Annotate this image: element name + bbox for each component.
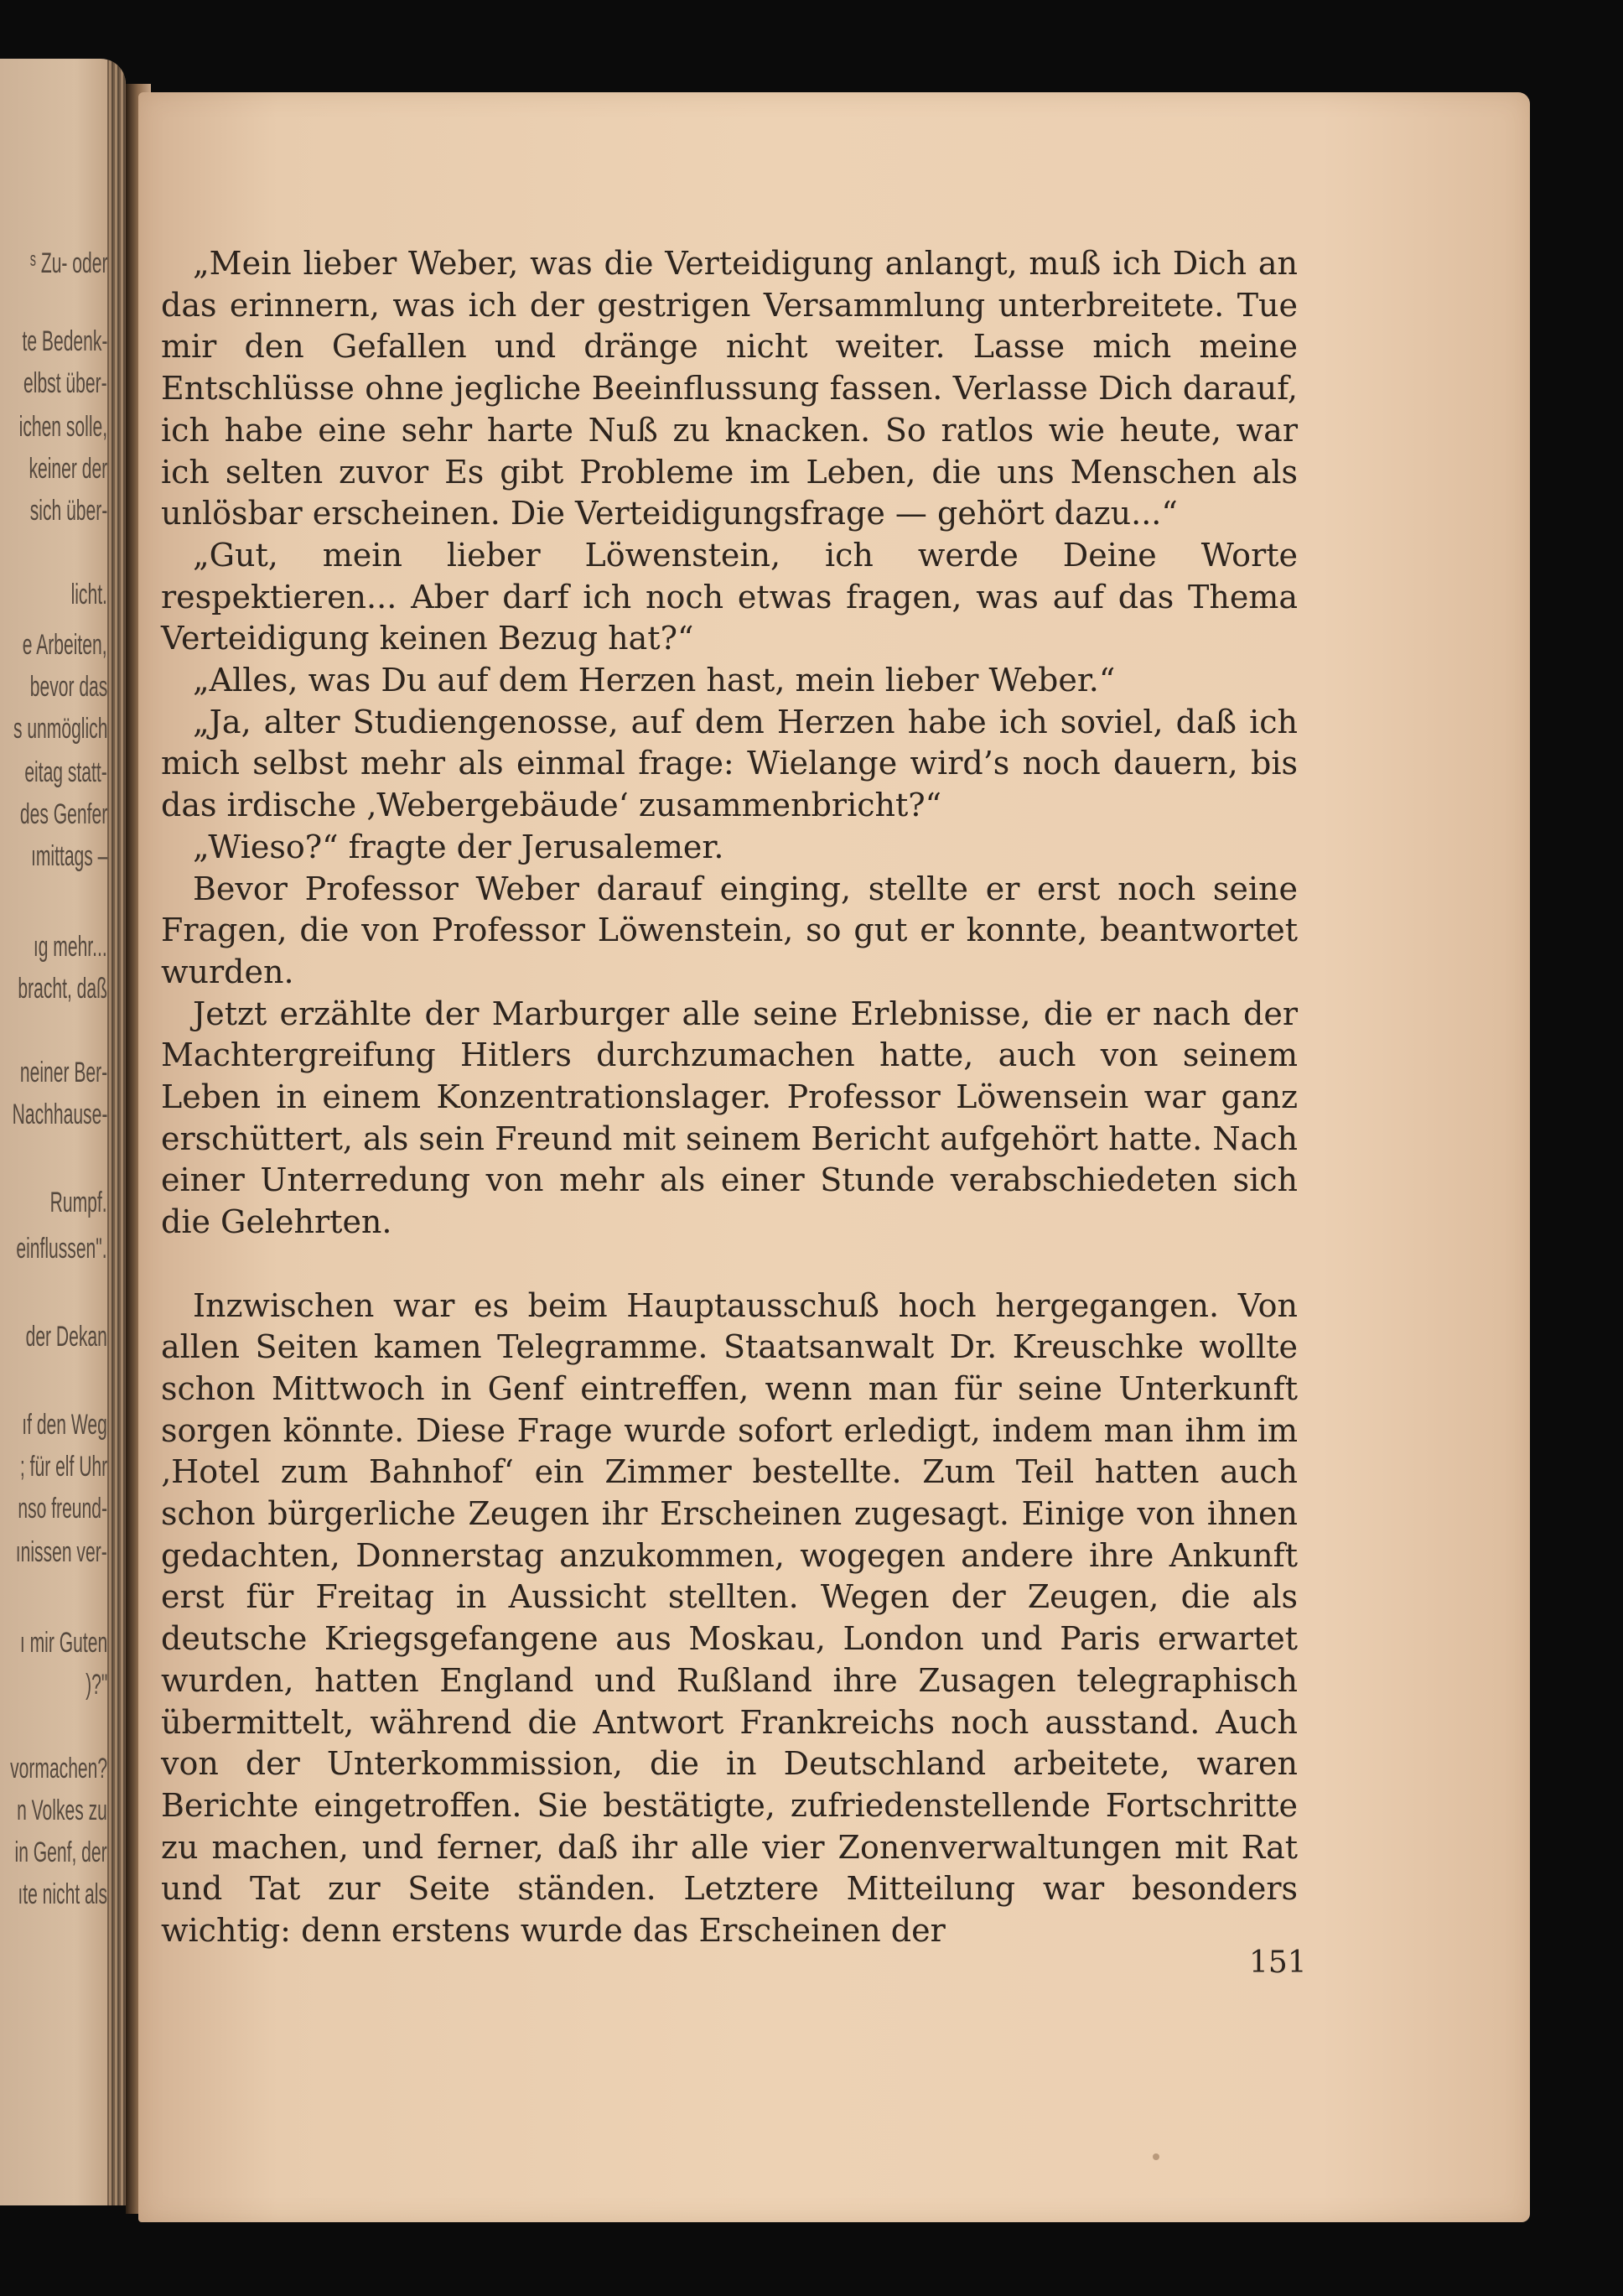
left-page-fragment: bevor das	[29, 671, 107, 703]
left-page-fragment: Nachhause-	[12, 1099, 107, 1130]
left-page-fragment: )?"	[85, 1669, 107, 1701]
left-page-fragment: e Arbeiten,	[23, 629, 107, 661]
left-page-fragment: ˢ Zu- oder	[29, 247, 107, 279]
left-page-fragment: einflussen".	[16, 1233, 107, 1265]
left-page-fragment: sich über-	[29, 495, 107, 527]
left-page-fragment: des Genfer	[19, 798, 107, 830]
left-page-fragment: ıf den Weg	[22, 1409, 107, 1441]
left-page-fragment: Rumpf.	[50, 1187, 107, 1218]
left-page-fragment: licht.	[70, 579, 107, 610]
left-page-fragment: ıte nicht als	[18, 1878, 107, 1910]
page-number: 151	[1249, 1945, 1307, 1980]
paragraph: „Ja, alter Studiengenosse, auf dem Herzen habe ich soviel, daß ich mich selbst mehr als einmal frage: Wielange wird’s noch dauern, bis das irdische ‚Webergebäude‘ zusammenbricht?“	[161, 703, 1298, 824]
paragraph: „Wieso?“ fragte der Jerusalemer.	[193, 828, 724, 865]
body-text	[161, 243, 1298, 1952]
left-page-fragment: der Dekan	[25, 1321, 107, 1353]
left-page-fragment: neiner Ber-	[19, 1057, 107, 1088]
left-page-fragment: eitag statt-	[24, 756, 107, 788]
paragraph: Bevor Professor Weber darauf einging, stellte er erst noch seine Fragen, die von Professor Löwenstein, so gut er konnte, beantwortet wurden.	[161, 870, 1298, 990]
left-page-fragment: te Bedenk-	[22, 325, 107, 357]
left-page-fragment: s unmöglich	[13, 713, 107, 745]
left-page-fragment: nso freund-	[18, 1493, 107, 1525]
paragraph: Inzwischen war es beim Hauptausschuß hoch hergegangen. Von allen Seiten kamen Telegramme. Staatsanwalt Dr. Kreuschke wollte schon Mittwoch in Genf eintreffen, wenn man für seine Unterkunft sorgen könnte. Diese Frage wurde sofort erledigt, indem man ihm im ‚Hotel zum Bahnhof‘ ein Zimmer bestellte. Zum Teil hatten auch schon bürgerliche Zeugen ihr Erscheinen zugesagt. Einige von ihnen gedachten, Donnerstag anzukommen, wogegen andere ihre Ankunft erst für Freitag in Aussicht stellten. Wegen der Zeugen, die als deutsche Kriegsgefangene aus Moskau, London und Paris erwartet wurden, hatten England und Rußland ihre Zusagen telegraphisch übermittelt, während die Antwort Frankreichs noch ausstand. Auch von der Unterkommission, die in Deutschland arbeitete, waren Berichte eingetroffen. Sie bestätigte, zufriedenstellende Fortschritte zu machen, und ferner, daß ihr alle vier Zonenverwaltungen mit Rat und Tat zur Seite ständen. Letztere Mitteilung war besonders wichtig: denn erstens wurde das Erscheinen der	[161, 1286, 1298, 1950]
paragraph: „Alles, was Du auf dem Herzen hast, mein lieber Weber.“	[193, 662, 1116, 699]
left-page-fragment: n Volkes zu	[17, 1795, 107, 1826]
left-page-fragment: ; für elf Uhr	[19, 1451, 107, 1483]
paper-speck	[1153, 2153, 1159, 2160]
paragraph: „Gut, mein lieber Löwenstein, ich werde Deine Worte respektieren... Aber darf ich noch etwas fragen, was auf das Thema Verteidigung keinen Bezug hat?“	[161, 536, 1298, 657]
left-page-edge	[107, 59, 126, 2205]
left-page-fragment: in Genf, der	[14, 1836, 107, 1868]
left-page-fragment: ıg mehr...	[34, 931, 107, 963]
left-page-fragment: ı mir Guten	[19, 1627, 107, 1659]
left-page-fragment: ımittags –	[30, 840, 107, 872]
left-facing-page	[0, 59, 126, 2205]
left-page-fragment: vormachen?	[9, 1753, 107, 1784]
paragraph: Jetzt erzählte der Marburger alle seine Erlebnisse, die er nach der Machtergreifung Hitlers durchzumachen hatte, auch von seinem Leben in einem Konzentrationslager. Professor Löwensein war ganz erschüttert, als sein Freund mit seinem Bericht aufgehört hatte. Nach einer Unterredung von mehr als einer Stunde verabschiedeten sich die Gelehrten.	[161, 995, 1298, 1241]
left-page-fragment: ınissen ver-	[16, 1536, 107, 1568]
left-page-fragment: elbst über-	[23, 367, 107, 399]
paragraph: „Mein lieber Weber, was die Verteidigung anlangt, muß ich Dich an das erinnern, was ich der gestrigen Versammlung unterbreitete. Tue mir den Gefallen und dränge nicht weiter. Lasse mich meine Entschlüsse ohne jegliche Beeinflussung fassen. Verlasse Dich darauf, ich habe eine sehr harte Nuß zu knacken. So ratlos wie heute, war ich selten zuvor Es gibt Probleme im Leben, die uns Menschen als unlösbar erscheinen. Die Verteidigungsfrage — gehört dazu...“	[161, 245, 1298, 532]
left-page-fragment: ichen solle,	[18, 411, 107, 443]
left-page-fragment: bracht, daß	[18, 973, 107, 1005]
left-page-fragment: keiner der	[29, 453, 107, 485]
